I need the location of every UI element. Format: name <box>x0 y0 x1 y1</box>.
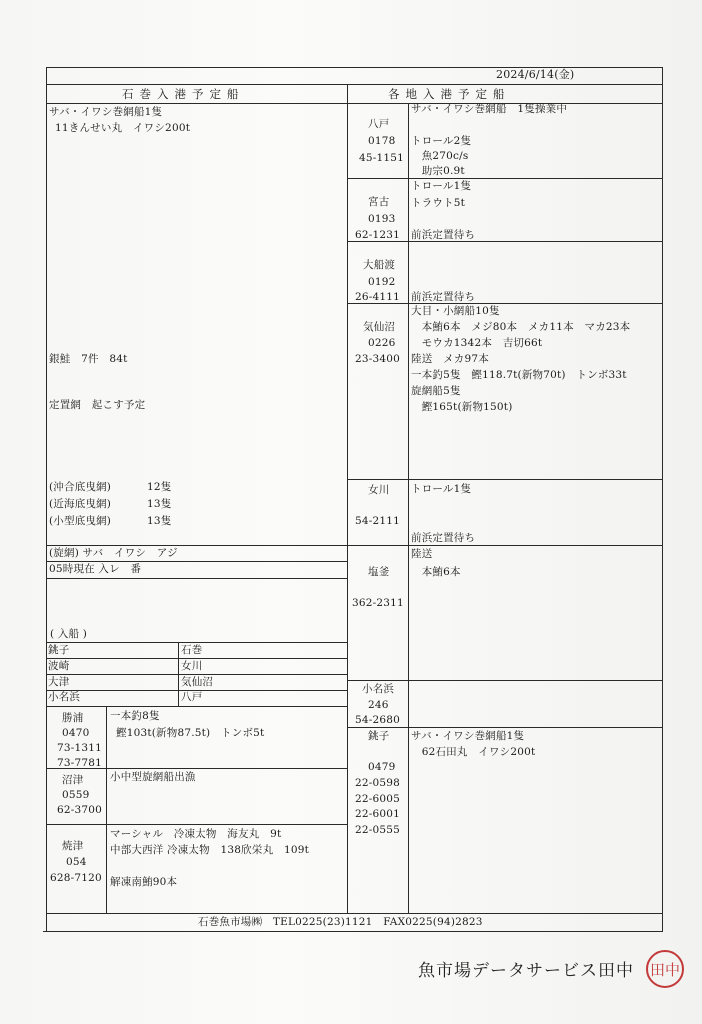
status-05: 05時現在 入レ 番 <box>49 563 142 575</box>
port-tel: 23-3400 <box>355 353 401 365</box>
port-code: 0193 <box>368 213 396 225</box>
arrival-left: 波崎 <box>48 660 70 672</box>
port-name: 女川 <box>368 484 390 496</box>
date-row-line <box>46 84 663 85</box>
port-line: 魚270c/s <box>411 150 469 162</box>
port-line-sep <box>347 241 662 242</box>
port-name: 宮古 <box>368 196 390 208</box>
center-divider <box>347 84 348 914</box>
port-line-sep <box>347 479 662 480</box>
left-purse-seine-title: サバ・イワシ巻網船1隻 <box>49 106 163 118</box>
port-tel: 26-4111 <box>355 291 401 303</box>
port-tel: 54-2680 <box>355 714 401 726</box>
left-section-line <box>46 578 347 579</box>
trawl-count: 13隻 <box>147 515 172 527</box>
port-code: 0192 <box>368 276 396 288</box>
trawl-label: (沖合底曳網) <box>49 481 112 493</box>
port-code: 054 <box>66 856 87 868</box>
left-section-line <box>46 561 347 562</box>
port-line-sep <box>347 178 662 179</box>
arrival-right: 八戸 <box>181 691 203 703</box>
port-line: 大目・小網船10隻 <box>411 305 500 317</box>
port-line: 前浜定置待ち <box>411 291 476 303</box>
arrivals-line <box>46 658 347 659</box>
arrival-left: 小名浜 <box>48 691 81 703</box>
port-line: モウカ1342本 吉切66t <box>411 337 543 349</box>
trawl-count: 12隻 <box>147 481 172 493</box>
port-code: 0226 <box>368 337 396 349</box>
port-line-sep <box>347 545 662 546</box>
right-header: 各地入港予定船 <box>388 87 511 101</box>
port-code: 0479 <box>368 761 396 773</box>
port-line-sep <box>347 680 662 681</box>
port-line: 本鮪6本 <box>411 566 461 578</box>
left-header: 石巻入港予定船 <box>122 87 245 101</box>
trawl-label: (小型底曳網) <box>49 515 112 527</box>
trawl-label: (近海底曳網) <box>49 498 112 510</box>
port-tel: 362-2311 <box>352 597 404 609</box>
port-name: 塩釜 <box>368 566 390 578</box>
purse-seine-species: (旋網) サバ イワシ アジ <box>49 547 178 559</box>
port-line: 旋網船5隻 <box>411 385 461 397</box>
port-line: 鰹165t(新物150t) <box>411 401 513 413</box>
port-name: 大船渡 <box>363 259 396 271</box>
port-line: トロール1隻 <box>411 180 472 192</box>
port-line: 小中型旋網船出漁 <box>110 771 196 783</box>
port-tel: 73-1311 <box>57 742 103 754</box>
port-line: 鰹103t(新物87.5t) トンボ5t <box>116 727 265 739</box>
arrival-right: 女川 <box>181 660 203 672</box>
signature: 魚市場データサービス田中 <box>418 961 634 981</box>
port-tel: 62-3700 <box>57 804 103 816</box>
port-line: サバ・イワシ巻網船1隻 <box>411 730 525 742</box>
arrivals-line <box>46 706 347 707</box>
frame-bottom <box>43 931 663 932</box>
port-name: 気仙沼 <box>363 321 396 333</box>
frame-right <box>662 67 663 931</box>
port-line-sep <box>46 824 347 825</box>
left-section-line <box>46 545 347 546</box>
footer-line <box>46 913 663 914</box>
left-purse-seine-detail: 11きんせい丸 イワシ200t <box>55 122 191 134</box>
port-name: 小名浜 <box>362 683 395 695</box>
port-name: 銚子 <box>368 730 390 742</box>
port-code: 246 <box>368 699 389 711</box>
arrival-left: 大津 <box>48 676 70 688</box>
arrival-left: 銚子 <box>48 644 70 656</box>
port-line: 一本釣8隻 <box>110 710 160 722</box>
port-line-sep <box>347 303 662 304</box>
port-line: 62石田丸 イワシ200t <box>411 746 536 758</box>
arrival-right: 気仙沼 <box>181 676 214 688</box>
port-name: 沼津 <box>62 774 84 786</box>
arrivals-label: ( 入船 ) <box>50 628 88 640</box>
port-line: 陸送 <box>411 548 433 560</box>
trawl-count: 13隻 <box>147 498 172 510</box>
port-code: 0178 <box>368 135 396 147</box>
arrivals-line <box>46 674 347 675</box>
port-tel: 73-7781 <box>57 757 103 769</box>
port-line: サバ・イワシ巻網船 1隻操業中 <box>411 103 568 115</box>
port-line: 前浜定置待ち <box>411 532 476 544</box>
port-line: 中部大西洋 冷凍太物 138欣栄丸 109t <box>110 844 310 856</box>
port-line-sep <box>46 768 347 769</box>
seal-stamp: 田中 <box>646 950 684 988</box>
port-tel: 62-1231 <box>355 229 401 241</box>
port-line: 本鮪6本 メジ80本 メカ11本 マカ23本 <box>411 321 631 333</box>
arrivals-line <box>46 642 347 643</box>
port-line: 陸送 メカ97本 <box>411 353 489 365</box>
port-code: 0470 <box>62 727 90 739</box>
port-tel: 54-2111 <box>355 515 401 527</box>
port-tel: 628-7120 <box>50 872 102 884</box>
port-tel: 45-1151 <box>359 152 405 164</box>
port-code: 0559 <box>62 789 90 801</box>
left-set-net: 定置網 起こす予定 <box>49 399 146 411</box>
port-line: トラウト5t <box>411 197 466 209</box>
port-line: 一本釣5隻 鰹118.7t(新物70t) トンボ33t <box>411 369 627 381</box>
port-line: 前浜定置待ち <box>411 229 476 241</box>
port-line: マーシャル 冷凍太物 海友丸 9t <box>110 828 282 840</box>
report-date: 2024/6/14(金) <box>496 68 575 81</box>
port-line: トロール2隻 <box>411 135 472 147</box>
header-row-line <box>46 103 663 104</box>
arrival-right: 石巻 <box>181 644 203 656</box>
port-line-sep <box>347 727 662 728</box>
port-tel: 22-0598 22-6005 22-6001 22-0555 <box>355 777 401 836</box>
port-line: 解凍南鮪90本 <box>110 876 178 888</box>
port-name: 焼津 <box>62 840 84 852</box>
port-name: 八戸 <box>368 118 390 130</box>
frame-left <box>46 67 47 931</box>
left-silver-salmon: 銀鮭 7件 84t <box>49 353 128 365</box>
left-port-divider <box>106 706 107 913</box>
port-name: 勝浦 <box>62 712 84 724</box>
right-port-divider <box>408 103 409 913</box>
port-line: 助宗0.9t <box>411 165 465 177</box>
port-line: トロール1隻 <box>411 483 472 495</box>
footer-contact: 石巻魚市場㈱ TEL0225(23)1121 FAX0225(94)2823 <box>198 916 483 928</box>
